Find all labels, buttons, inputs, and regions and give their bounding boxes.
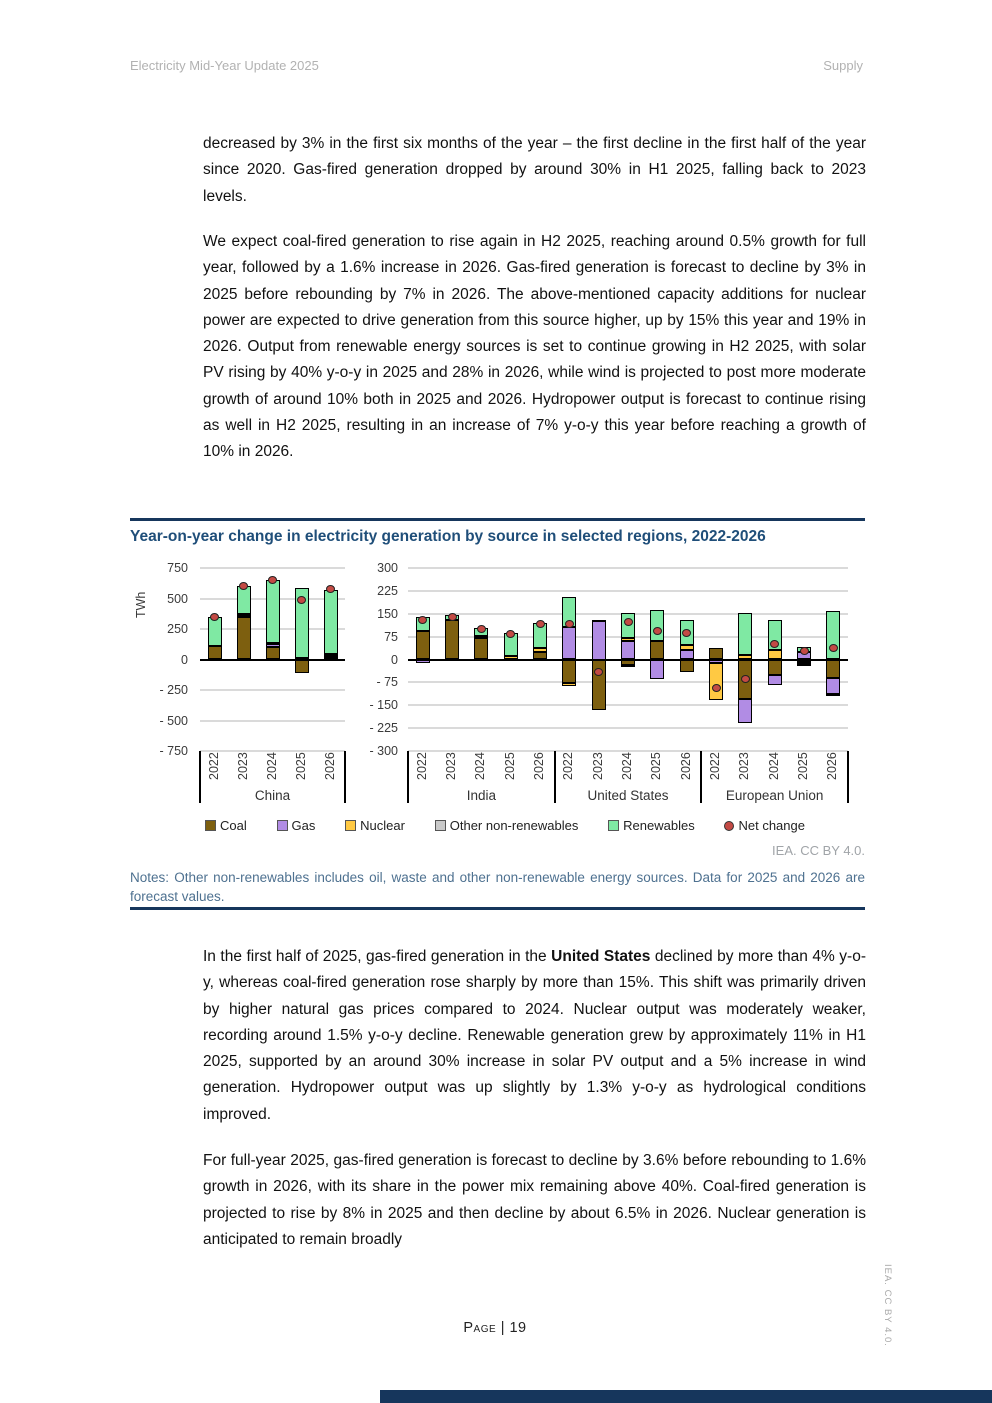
paragraph-2: We expect coal-fired generation to rise again in H2 2025, reaching around 0.5% growth for full year, followed by a 1.6% increase in 2026. Gas-fired generation is forecast to decline by 3% in 2025 before rebounding by 7% in 2026. The above-mentioned capacity additions for nuclear power are expected to drive generation from this source higher, up by 15% this year and 19% in 2026. Output from renewable energy sources is set to continue growing in H2 2025, with solar PV rising by 40% y-o-y in 2025 and 28% in 2026, while wind is projected to post more moderate growth of around 10% both in 2025 and 2026. Hydropower output is forecast to continue rising as well in H2 2025, resulting in an increase of 7% y-o-y this year before reaching a growth of 10% in 2026. bbox=[203, 233, 866, 461]
bar-segment-nuclear bbox=[266, 643, 280, 645]
bar-segment-renewables bbox=[266, 580, 280, 643]
y-axis-tick-label: - 250 bbox=[159, 683, 188, 697]
bar-segment-renewables bbox=[738, 613, 752, 655]
x-axis-year-label: 2024 bbox=[766, 752, 781, 780]
x-axis-year-label: 2025 bbox=[796, 752, 810, 780]
bar-segment-coal bbox=[768, 660, 782, 675]
y-axis-tick-label: 300 bbox=[377, 561, 398, 575]
bar-segment-renewables bbox=[650, 610, 664, 641]
paragraph-1: decreased by 3% in the first six months of the year – the first decline in the first half of the year since 2020. Gas-fired generation dropped by around 30% in H1 2025, falling back to 2023 levels. bbox=[203, 135, 866, 205]
net-change-marker bbox=[682, 629, 691, 637]
legend-swatch-coal bbox=[205, 820, 216, 831]
legend-item-coal bbox=[205, 818, 247, 833]
y-axis-tick-label: - 150 bbox=[369, 698, 398, 713]
y-axis-tick-label: 750 bbox=[167, 561, 188, 575]
chart-title: Year-on-year change in electricity generation by source in selected regions, 2022-2026 bbox=[130, 528, 766, 545]
legend-label-coal: Coal bbox=[220, 818, 247, 833]
x-axis-year-label: 2022 bbox=[414, 752, 429, 780]
legend-label-net: Net change bbox=[738, 818, 805, 833]
bar-segment-gas bbox=[650, 660, 664, 680]
bar-segment-renewables bbox=[324, 590, 338, 655]
net-change-marker bbox=[829, 644, 838, 652]
gridline bbox=[200, 720, 345, 722]
net-change-marker bbox=[297, 596, 306, 604]
bar-segment-other bbox=[237, 614, 251, 616]
chart-figure bbox=[132, 556, 868, 808]
x-axis-year-label: 2023 bbox=[444, 752, 458, 780]
y-axis-tick-label: - 750 bbox=[159, 744, 188, 758]
paragraph-3-bold: United States bbox=[551, 948, 651, 965]
x-axis-year-label: 2024 bbox=[620, 752, 634, 780]
legend-item-gas bbox=[277, 818, 316, 833]
legend-label-other: Other non-renewables bbox=[449, 818, 579, 833]
bar-segment-nuclear bbox=[826, 694, 840, 696]
zero-axis-line bbox=[408, 659, 848, 661]
x-axis-year-label: 2025 bbox=[502, 752, 517, 780]
x-axis-year-label: 2026 bbox=[322, 752, 337, 780]
gridline bbox=[408, 681, 848, 683]
legend-swatch-nuclear bbox=[345, 820, 356, 831]
bar-segment-nuclear bbox=[562, 683, 576, 686]
header-left: Electricity Mid-Year Update 2025 bbox=[130, 58, 319, 73]
x-axis-year-label: 2022 bbox=[708, 752, 722, 780]
legend-item-nuclear bbox=[345, 818, 405, 833]
x-axis-year-label: 2026 bbox=[825, 752, 840, 780]
x-axis-year-label: 2022 bbox=[561, 752, 576, 780]
net-change-marker bbox=[418, 616, 427, 624]
legend-label-gas: Gas bbox=[291, 818, 316, 833]
x-axis-year-label: 2026 bbox=[678, 752, 693, 780]
chart-legend bbox=[205, 818, 805, 833]
net-change-marker bbox=[448, 613, 457, 621]
region-label: China bbox=[254, 788, 291, 803]
zero-axis-line bbox=[200, 659, 345, 661]
bar-segment-nuclear bbox=[621, 638, 635, 641]
bar-segment-nuclear bbox=[709, 663, 723, 700]
chart-bottom-rule bbox=[130, 907, 865, 910]
bar-segment-coal bbox=[445, 620, 459, 660]
legend-swatch-other bbox=[435, 820, 446, 831]
net-change-marker bbox=[653, 627, 662, 635]
x-axis-year-label: 2024 bbox=[473, 752, 488, 780]
x-axis-year-label: 2023 bbox=[590, 752, 605, 780]
chart-top-rule bbox=[130, 518, 865, 521]
gridline bbox=[408, 704, 848, 706]
bar-segment-other bbox=[797, 664, 811, 666]
axis-bracket-line bbox=[407, 751, 409, 803]
y-axis-tick-label: - 300 bbox=[369, 744, 398, 758]
bar-segment-renewables bbox=[826, 611, 840, 659]
paragraph-3-rest: declined by more than 4% y-o-y, whereas coal-fired generation rose sharply by more than 15%. This shift was primarily driven by higher natural gas prices compared to 2024. Nuclear output was moderately weaker, recording around 1.5% y-o-y decline. Renewable generation grew by approximately 11% in H1 2025, supported by an around 30% increase in solar PV output and a 5% increase in wind generation. Hydropower output was up slightly by 1.3% y-o-y as hydrological conditions improved. bbox=[203, 948, 866, 1123]
chart-notes: Notes: Other non-renewables includes oil, waste and other non-renewable energy sources. Data for 2025 and 2026 are forecast values. bbox=[130, 870, 865, 904]
side-license-label: IEA. CC BY 4.0. bbox=[882, 1264, 893, 1347]
x-axis-year-label: 2023 bbox=[737, 752, 752, 780]
net-change-marker bbox=[536, 620, 545, 628]
y-axis-tick-label: 150 bbox=[377, 606, 398, 621]
bar-segment-gas bbox=[562, 627, 576, 659]
net-change-marker bbox=[594, 668, 603, 676]
legend-swatch-gas bbox=[277, 820, 288, 831]
bar-segment-coal bbox=[826, 660, 840, 678]
bar-segment-nuclear bbox=[533, 648, 547, 652]
bar-segment-coal bbox=[474, 638, 488, 660]
region-label: United States bbox=[587, 788, 669, 803]
paragraph-3-lead: In the first half of 2025, gas-fired generation in the bbox=[203, 948, 552, 965]
net-change-marker bbox=[800, 647, 809, 655]
bar-segment-coal bbox=[237, 617, 251, 659]
bar-segment-gas bbox=[738, 699, 752, 723]
gridline bbox=[408, 590, 848, 592]
bar-segment-other bbox=[592, 620, 606, 622]
y-axis-tick-label: - 500 bbox=[159, 713, 188, 728]
y-axis-tick-label: 225 bbox=[377, 583, 398, 598]
bar-segment-nuclear bbox=[474, 636, 488, 638]
legend-label-nuclear: Nuclear bbox=[360, 818, 405, 833]
legend-swatch-renewables bbox=[608, 820, 619, 831]
bar-segment-other bbox=[621, 665, 635, 667]
x-axis-year-label: 2024 bbox=[264, 752, 279, 780]
region-label: European Union bbox=[725, 788, 824, 803]
legend-item-net bbox=[724, 818, 805, 833]
bar-segment-nuclear bbox=[680, 645, 694, 649]
x-axis-year-label: 2025 bbox=[649, 752, 664, 780]
gridline bbox=[200, 689, 345, 691]
bar-segment-coal bbox=[680, 660, 694, 673]
bar-segment-renewables bbox=[237, 586, 251, 613]
y-axis-unit-label: TWh bbox=[134, 591, 148, 618]
page-number: Page | 19 bbox=[463, 1320, 527, 1336]
bar-segment-coal bbox=[562, 660, 576, 683]
bar-segment-gas bbox=[621, 641, 635, 660]
x-axis-year-label: 2025 bbox=[293, 752, 308, 780]
legend-item-renewables bbox=[608, 818, 695, 833]
y-axis-tick-label: - 225 bbox=[369, 721, 398, 736]
axis-bracket-line bbox=[847, 751, 849, 803]
bar-segment-gas bbox=[768, 675, 782, 685]
footer-accent-bar bbox=[380, 1390, 992, 1403]
axis-bracket-line bbox=[199, 751, 201, 803]
x-axis-year-label: 2023 bbox=[235, 752, 250, 780]
legend-item-other bbox=[435, 818, 579, 833]
y-axis-tick-label: - 75 bbox=[376, 675, 398, 690]
net-change-marker bbox=[624, 618, 633, 626]
gridline bbox=[408, 567, 848, 569]
axis-bracket-line bbox=[554, 751, 556, 803]
bar-segment-coal bbox=[416, 631, 430, 660]
bar-segment-renewables bbox=[208, 617, 222, 646]
bar-segment-gas bbox=[826, 678, 840, 694]
bar-segment-coal bbox=[208, 646, 222, 659]
y-axis-tick-label: 75 bbox=[384, 629, 398, 644]
paragraph-4: For full-year 2025, gas-fired generation is forecast to decline by 3.6% before rebounding to 1.6% growth in 2026, with its share in the power mix remaining above 40%. Coal-fired generation is projected to rise by 8% in 2025 and then decline by about 6.5% in 2026. Nuclear generation is anticipated to remain broadly bbox=[203, 1152, 866, 1248]
running-header bbox=[130, 58, 863, 73]
gridline bbox=[408, 727, 848, 729]
net-change-marker bbox=[239, 582, 248, 590]
region-label: India bbox=[466, 788, 496, 803]
x-axis-year-label: 2022 bbox=[206, 752, 221, 780]
bar-segment-coal bbox=[295, 660, 309, 673]
y-axis-tick-label: 500 bbox=[167, 591, 188, 606]
net-change-marker bbox=[506, 630, 515, 638]
x-axis-year-label: 2026 bbox=[532, 752, 546, 780]
paragraph-3 bbox=[203, 944, 866, 1128]
y-axis-tick-label: 0 bbox=[181, 652, 188, 667]
legend-label-renewables: Renewables bbox=[623, 818, 695, 833]
axis-bracket-line bbox=[344, 751, 346, 803]
chart-attribution: IEA. CC BY 4.0. bbox=[772, 843, 865, 858]
y-axis-tick-label: 250 bbox=[167, 622, 188, 636]
net-change-marker bbox=[477, 625, 486, 633]
bar-segment-other bbox=[324, 654, 338, 656]
y-axis-tick-label: 0 bbox=[391, 652, 398, 667]
header-right: Supply bbox=[823, 58, 863, 73]
gridline bbox=[200, 567, 345, 569]
axis-bracket-line bbox=[700, 751, 702, 803]
bar-segment-gas bbox=[592, 621, 606, 659]
legend-swatch-net bbox=[724, 821, 734, 831]
bar-segment-coal bbox=[650, 641, 664, 659]
